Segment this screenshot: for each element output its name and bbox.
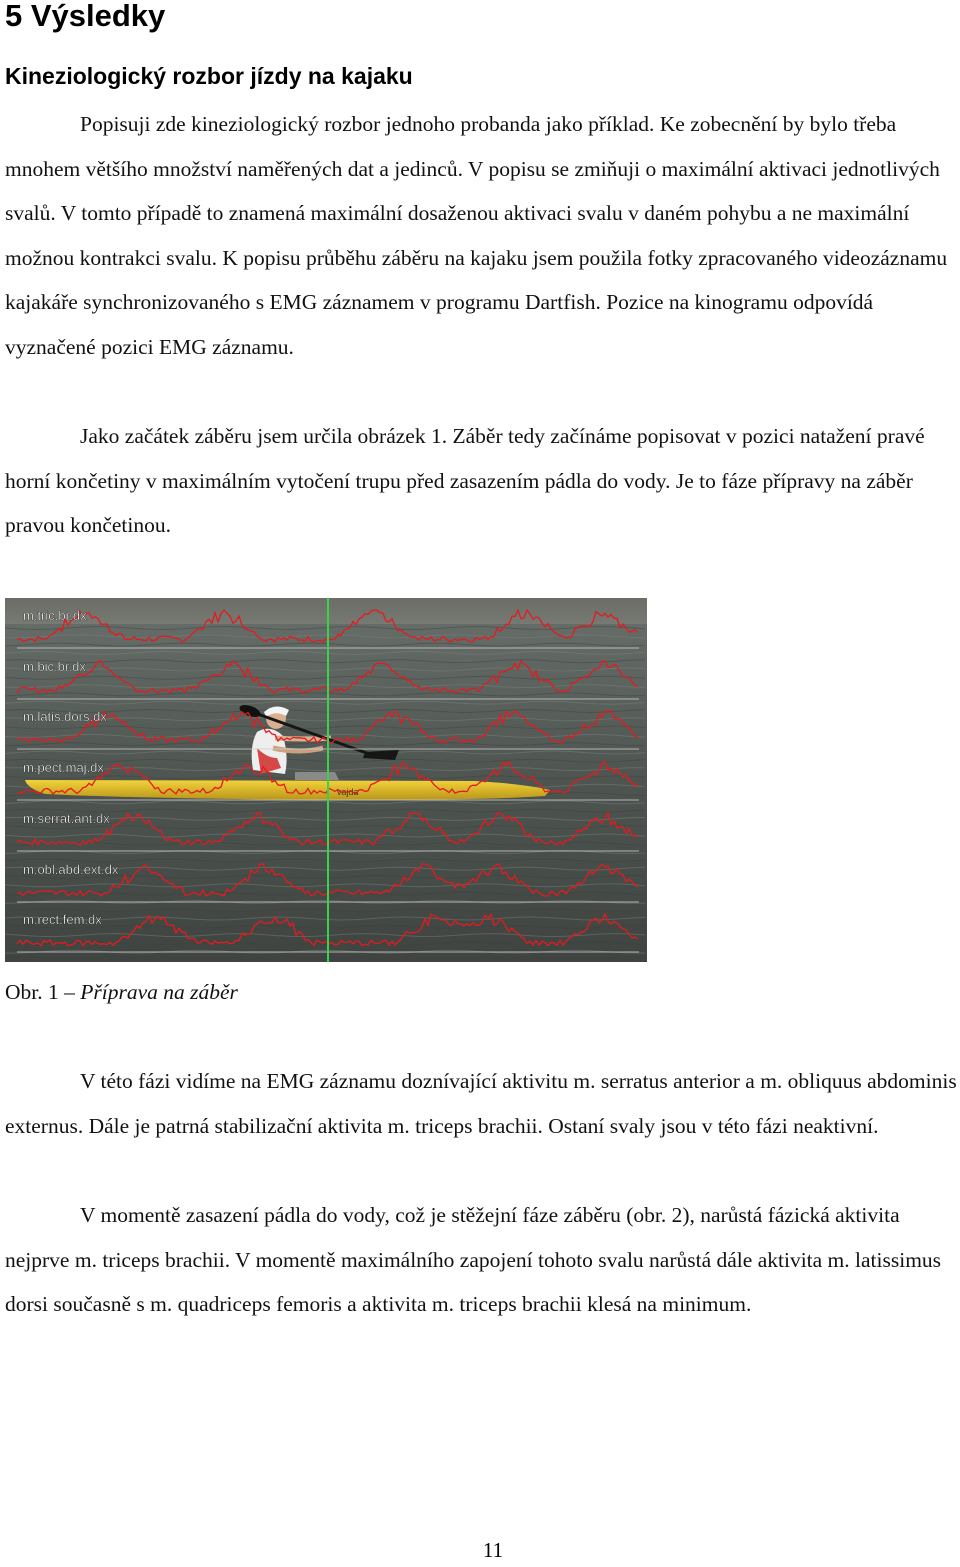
emg-channel-label: m.tric.br.dx [23,608,87,623]
emg-kinogram-figure [5,598,647,962]
paragraph-phase-text: V této fázi vidíme na EMG záznamu doznívající aktivitu m. serratus anterior a m. obliquus abdominis externus. Dále je patrná stabilizační aktivita m. triceps brachii. Ostaní svaly jsou v této fázi neaktivní. [5,1069,957,1138]
paragraph-intro [5,102,960,370]
emg-channel-label: m.latis.dors.dx [23,709,107,724]
section-heading: 5 Výsledky [5,0,166,33]
emg-channel-label: m.bic.br.dx [23,659,86,674]
emg-channel-label: m.serrat.ant.dx [23,811,110,826]
paragraph-paddle-text: V momentě zasazení pádla do vody, což je stěžejní fáze záběru (obr. 2), narůstá fázická aktivita nejprve m. triceps brachii. V momentě maximálního zapojení tohoto svalu narůstá dále aktivita m. latissimus dorsi současně s m. quadriceps femoris a aktivita m. triceps brachii klesá na minimum. [5,1203,942,1317]
emg-channel-label: m.pect.maj.dx [23,760,104,775]
kayak-text: vajda [337,787,359,797]
caption-prefix: Obr. 1 – [5,980,81,1004]
figure-caption [5,972,238,1012]
caption-title: Příprava na záběr [80,980,238,1004]
paragraph-paddle-entry [5,1193,960,1327]
paragraph-start [5,414,960,548]
emg-channel-label: m.rect.fem.dx [23,912,102,927]
subsection-heading: Kineziologický rozbor jízdy na kajaku [5,63,413,89]
page-number: 11 [482,1538,504,1562]
emg-kinogram-image [5,598,647,962]
paragraph-start-text: Jako začátek záběru jsem určila obrázek 1. Záběr tedy začínáme popisovat v pozici natažení pravé horní končetiny v maximálním vytočení trupu před zasazením pádla do vody. Je to fáze přípravy na záběr pravou končetinou. [5,424,925,538]
emg-channel-label: m.obl.abd.ext.dx [23,862,119,877]
paragraph-phase-description [5,1059,960,1148]
paragraph-intro-text: Popisuji zde kineziologický rozbor jednoho probanda jako příklad. Ke zobecnění by bylo třeba mnohem většího množství naměřených dat a jedinců. V popisu se zmiňuji o maximální aktivaci jednotlivých svalů. V tomto případě to znamená maximální dosaženou aktivaci svalu v daném pohybu a ne maximální možnou kontrakci svalu. K popisu průběhu záběru na kajaku jsem použila fotky zpracovaného videozáznamu kajakáře synchronizovaného s EMG záznamem v programu Dartfish. Pozice na kinogramu odpovídá vyznačené pozici EMG záznamu. [5,112,948,359]
